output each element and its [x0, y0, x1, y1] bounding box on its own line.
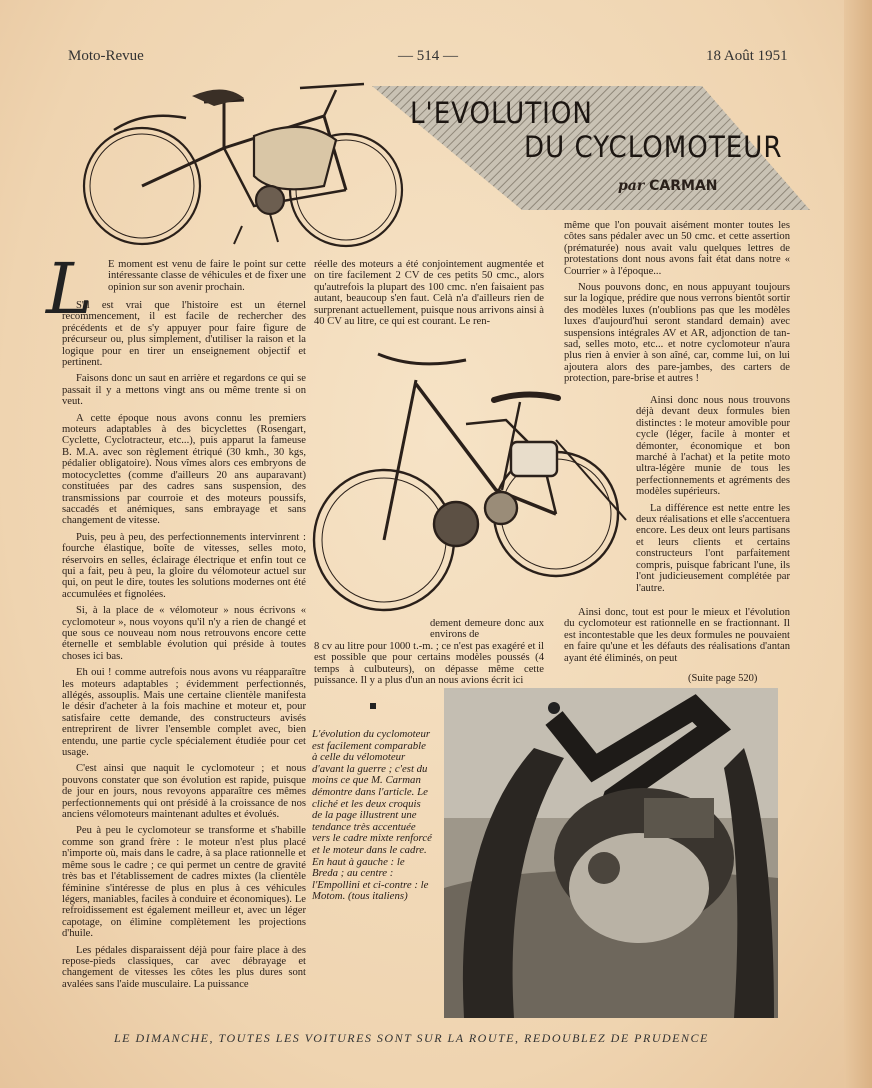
- author-name: CARMAN: [649, 178, 718, 194]
- col2-bottom: 8 cv au litre pour 1000 t.-m. ; ce n'est pas exagéré et il est possible que pour certains modèles poussés (4 temps à culbuteurs), on dépasse même cette puissance. Il y a plus d'un an nous avions écrit ici: [314, 641, 544, 687]
- column-2-bottom: [314, 641, 544, 692]
- col1-p3: Faisons donc un saut en arrière et regardons ce qui se passait il y a mettons vingt ans ou même trente si on veut.: [62, 373, 306, 408]
- title-banner: [372, 86, 810, 210]
- continued-note: (Suite page 520): [688, 673, 758, 684]
- photo-caption: [312, 729, 432, 908]
- col3-p2: Nous pouvons donc, en nous appuyant toujours sur la logique, prédire que nous verrons bientôt sortir des modèles luxes (n'oublions pas que les modèles luxes d'aujourd'hui seront standard demain) avec suspensions intégrales AV et AR, adjonction de tan-sad, selles moto, etc... et notre cyclomoteur n'aura plus rien à envier à son aîné, car, comme lui, on lui ajoutera alors des pare-jambes, des carters de protection, pare-brise et autres !: [564, 282, 790, 385]
- page-edge: [844, 0, 872, 1088]
- footer-slogan: LE DIMANCHE, TOUTES LES VOITURES SONT SUR LA ROUTE, REDOUBLEZ DE PRUDENCE: [114, 1031, 709, 1045]
- col1-p2: S'il est vrai que l'histoire est un éternel recommencement, il est facile de rechercher des précédents et de s'y appuyer pour faire figure de précurseur ou, plus simplement, d'utiliser la raison et la logique pour en tirer un enseignement objectif et pertinent.: [62, 300, 306, 369]
- article-title-line1: L'EVOLUTION: [410, 96, 593, 130]
- section-bullet: [370, 703, 376, 709]
- col2-mid: dement demeure donc aux environs de: [430, 618, 544, 641]
- col2-top: réelle des moteurs a été conjointement augmentée et on tire facilement 2 CV de ces petits 50 cmc., alors qu'autrefois la plupart des 100 cmc. n'en faisaient pas autant, beaucoup s'en faut. Celà n'a d'ailleurs rien de surprenant actuellement, puisque nous arrivons ainsi à 40 CV au litre, ce qui est courant. Le ren-: [314, 259, 544, 328]
- drop-cap: L: [46, 248, 93, 330]
- col3-p4: La différence est nette entre les deux réalisations et elle s'accentuera encore. Les deux ont leurs partisans et leurs clients et certains constructeurs l'ont parfaitement compris, puisque fabricant l'une, ils l'ont judicieusement complétée par l'autre.: [636, 502, 790, 594]
- article-title-line2: DU CYCLOMOTEUR: [524, 130, 783, 164]
- column-3-bottom: [564, 607, 790, 669]
- byline-par: par: [618, 178, 645, 194]
- col1-p10: Les pédales disparaissent déjà pour faire place à des repose-pieds classiques, car avec débrayage et changement de vitesses les côtes les plus dures sont avalées sans l'aide musculaire. La puissance: [62, 944, 306, 990]
- moped-sketch-breda: [74, 76, 414, 248]
- col1-p4: A cette époque nous avons connu les premiers moteurs adaptables à des bicyclettes (Rosengart, Cyclette, Cyclotracteur, etc...), puis apparut la fameuse B. M.A. avec son règlement étriqué (30 kmh., 30 kgs, pédalier obligatoire). Nous vîmes alors ces embryons de motocyclettes (comme d'ailleurs 20 ans auparavant) constituées par des cadres sans suspension, des transmissions par courroie et des moteurs poussifs, saccadés et anémiques, sans embrayage et sans changement de vitesse.: [62, 412, 306, 527]
- col1-p8: C'est ainsi que naquit le cyclomoteur ; et nous pouvons constater que son évolution est rapide, puisque de jour en jours, nous revoyons apparaître ces mêmes perfectionnements qui ont présidé à la croissance de nos anciens vélomoteurs maintenant adultes et évolués.: [62, 763, 306, 821]
- col1-p6: Si, à la place de « vélomoteur » nous écrivons « cyclomoteur », nous voyons qu'il n'y a rien de changé et que sous ce nouveau nom nous retrouvons encore cette éternelle et semblable évolution qui préside à toutes choses ici bas.: [62, 605, 306, 662]
- magazine-name: Moto-Revue: [68, 48, 144, 64]
- col1-p5: Puis, peu à peu, des perfectionnements intervinrent : fourche élastique, boîte de vitesses, selles moto, réservoirs en selles, éclairage électrique et enfin tout ce qui a fait, peu à peu, la gloire du vélomoteur actuel sur qui, on peut le dire, toutes les solutions modernes ont été accumulées et fignolées.: [62, 531, 306, 600]
- col3-p5: Ainsi donc, tout est pour le mieux et l'évolution du cyclomoteur est rationnelle en se fractionnant. Il est incontestable que les deux formules ne pouvaient en faire qu'une et les défauts des réalisations d'antan ayant été éliminés, on peut: [564, 607, 790, 664]
- col3-p1: même que l'on pouvait aisément monter toutes les côtes sans pédaler avec un 50 cmc. et cette assertion (prématurée) nous avait valu quelques lettres de protestations dont nous avons fait état dans notre « Courrier » à l'époque...: [564, 220, 790, 277]
- motom-photo: [444, 688, 778, 1018]
- column-3-mid: [636, 395, 790, 599]
- col1-p9: Peu à peu le cyclomoteur se transforme et s'habille comme son grand frère : le moteur n'est plus placé n'importe où, mais dans le cadre, à sa place rationnelle et même sous le cadre ; ce qui permet un centre de gravité très bas et l'établissement de cadres mixtes (la clientèle féminine s'intéresse de plus en plus à ces véhicules légers, maniables, faciles à conduire et économiques). Le refroidissement est également meilleur et, avec un léger capotage, on élimine complètement les projections d'huile.: [62, 825, 306, 940]
- column-1: [62, 300, 306, 1020]
- caption-text: L'évolution du cyclomoteur est facilement comparable à celle du vélomoteur d'avant la guerre ; c'est du moins ce que M. Carman démontre dans l'article. Le cliché et les deux croquis de la page illustrent une tendance très accentuée vers le cadre mixte renforcé et le moteur dans le cadre. En haut à gauche : le Breda ; au centre : l'Empollini et ci-contre : le Motom. (tous italiens): [312, 728, 432, 903]
- column-3-top: [564, 220, 790, 390]
- col1-p7: Eh oui ! comme autrefois nous avons vu réapparaître les moteurs adaptables ; évidemment perfectionnés, allégés, assouplis. Mais une certaine clientèle manifesta le désir d'acheter à la fois machine et moteur et, pour satisfaire cette demande, des constructeurs avisés entreprirent de livrer l'ensemble complet avec, bien entendu, une partie cycle spécialement étudiée pour cet usage.: [62, 667, 306, 759]
- issue-date: 18 Août 1951: [706, 48, 788, 64]
- byline: [618, 178, 718, 194]
- col3-p3: Ainsi donc nous nous trouvons déjà devant deux formules bien distinctes : le moteur amovible pour cycle (léger, facile à monter et démonter, économique et bon marché à l'achat) et la petite moto ultra-légère munie de tous les perfectionnements et agréments des modèles supérieurs.: [636, 395, 790, 498]
- page-number: — 514 —: [398, 48, 458, 64]
- col1-p1: E moment est venu de faire le point sur cette intéressante classe de véhicules et de fixer une opinion sur son avenir prochain.: [108, 259, 306, 293]
- column-2-top: [314, 259, 544, 332]
- intro-paragraph: [108, 259, 306, 298]
